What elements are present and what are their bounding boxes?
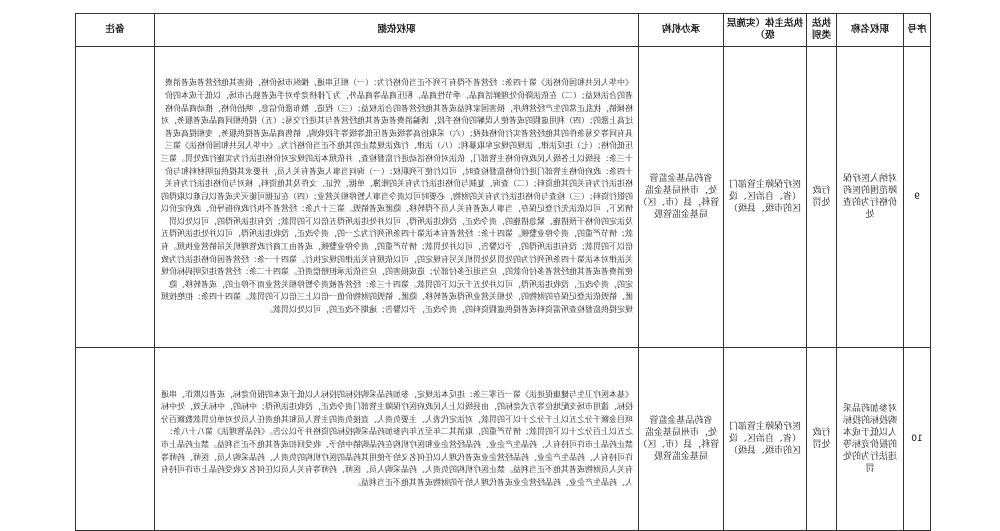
header-subject: 执法主体（实施层级） [724,14,807,47]
row-agency: 省药品基金监管处，市州局基金监管科，县（市、区）局基金监管股 [639,348,724,531]
header-seq: 序号 [904,14,931,47]
row-name: 对纳入医疗保障范围的医药价格行为的查处 [837,47,904,348]
table-row [76,47,931,348]
row-subject: 医疗保障主管部门（省、自治区、设区的市级、县级） [724,348,807,531]
row-note [76,348,155,531]
row-basis: 《中华人民共和国价格法》第十四条：经营者不得有下列不正当价格行为：（一）相互串通，操纵市场价格，损害其他经营者或者消费者的合法权益；（二）在依法降价处理鲜活商品、季节性商品、积压商品等商品外，为了排挤竞争对手或者独占市场，以低于成本的价格倾销，扰乱正常的生产经营秩序，损害国家利益或者其他经营者的合法权益；（三）捏造、散布涨价信息，哄抬价格，推动商品价格过高上涨的；（四）利用虚假的或者使人误解的价格手段，诱骗消费者或者其他经营者与其进行交易；（五）提供相同商品或者服务，对具有同等交易条件的其他经营者实行价格歧视；（六）采取抬高等级或者压低等级等手段收购、销售商品或者提供服务，变相提高或者压低价格；（七）违反法律、法规的规定牟取暴利；（八）法律、行政法规禁止的其他不正当价格行为。《中华人民共和国价格法》第三十三条：县级以上各级人民政府价格主管部门，依法对价格活动进行监督检查，并依照本法的规定对价格违法行为实施行政处罚。第三十四条：政府价格主管部门进行价格监督检查时，可以行使下列职权：（一）询问当事人或者有关人员，并要求其提供证明材料和与价格违法行为有关的其他资料；（二）查询、复制与价格违法行为有关的账簿、单据、凭证、文件及其他资料，核对与价格违法行为有关的银行资料；（三）检查与价格违法行为有关的财物，必要时可以责令当事人暂停相关营业；（四）在证据可能灭失或者以后难以取得的情况下，可以依法先行登记保存，当事人或者有关人员不得转移、隐匿或者销毁。第三十九条：经营者不执行政府指导价、政府定价以及法定的价格干预措施、紧急措施的，责令改正，没收违法所得，可以并处违法所得五倍以下的罚款；没有违法所得的，可以处以罚款；情节严重的，责令停业整顿。第四十条：经营者有本法第十四条所列行为之一的，责令改正，没收违法所得，可以并处违法所得五倍以下的罚款；没有违法所得的，予以警告，可以并处罚款；情节严重的，责令停业整顿，或者由工商行政管理机关吊销营业执照。有关法律对本法第十四条所列行为的处罚及处罚机关另有规定的，可以依照有关法律的规定执行。第四十一条：经营者因价格违法行为致使消费者或者其他经营者多付价款的，应当退还多付部分；造成损害的，应当依法承担赔偿责任。第四十二条：经营者违反明码标价规定的，责令改正，没收违法所得，可以并处五千元以下的罚款。第四十三条：经营者被责令暂停相关营业而不停止的，或者转移、隐匿、销毁依法登记保存的财物的，处相关营业所得或者转移、隐匿、销毁的财物价值一倍以上三倍以下的罚款。第四十四条：拒绝按照规定提供监督检查所需资料或者提供虚假资料的，责令改正，予以警告；逾期不改正的，可以处以罚款。 [155,47,639,348]
row-subject: 医疗保障主管部门（省、自治区、设区的市级、县级） [724,47,807,348]
row-note [76,47,155,348]
row-seq: 9 [904,47,931,348]
authority-table [75,13,931,531]
row-agency: 省药品基金监管处，市州局基金监管科，县（市、区）局基金监管股 [639,47,724,348]
header-row [76,14,931,47]
row-basis: 《基本医疗卫生与健康促进法》第一百零三条：违反本法规定，参加药品采购投标的投标人以低于成本的报价竞标，或者以欺诈、串通投标、滥用市场支配地位等方式竞标的，由县级以上人民政府医疗保障主管部门责令改正，没收违法所得；中标的，中标无效，处中标项目金额千分之五以上千分之十以下的罚款，对法定代表人、主要负责人、直接负责的主管人员和其他责任人员处对单位罚款数额百分之五以上百分之十以下的罚款；情节严重的，取消其二年至五年内参加药品采购投标的资格并予以公告。《药品管理法》第八十八条：禁止药品上市许可持有人、药品生产企业、药品经营企业和医疗机构在药品购销中给予、收受回扣或者其他不正当利益。禁止药品上市许可持有人、药品生产企业、药品经营企业或者代理人以任何名义给予使用其药品的医疗机构的负责人、药品采购人员、医师、药师等有关人员财物或者其他不正当利益。禁止医疗机构的负责人、药品采购人员、医师、药师等有关人员以任何名义收受药品上市许可持有人、药品生产企业、药品经营企业或者代理人给予的财物或者其他不正当利益。 [155,348,639,531]
header-name: 职权名称 [837,14,904,47]
row-name: 对参加药品采购投标的投标人以低于成本的报价竞标等违法行为的处罚 [837,348,904,531]
header-agency: 承办机构 [639,14,724,47]
row-seq: 10 [904,348,931,531]
header-note: 备注 [76,14,155,47]
row-category: 行政处罚 [807,47,837,348]
table-row [76,348,931,531]
row-category: 行政处罚 [807,348,837,531]
header-category: 执法类别 [807,14,837,47]
header-basis: 职权依据 [155,14,639,47]
